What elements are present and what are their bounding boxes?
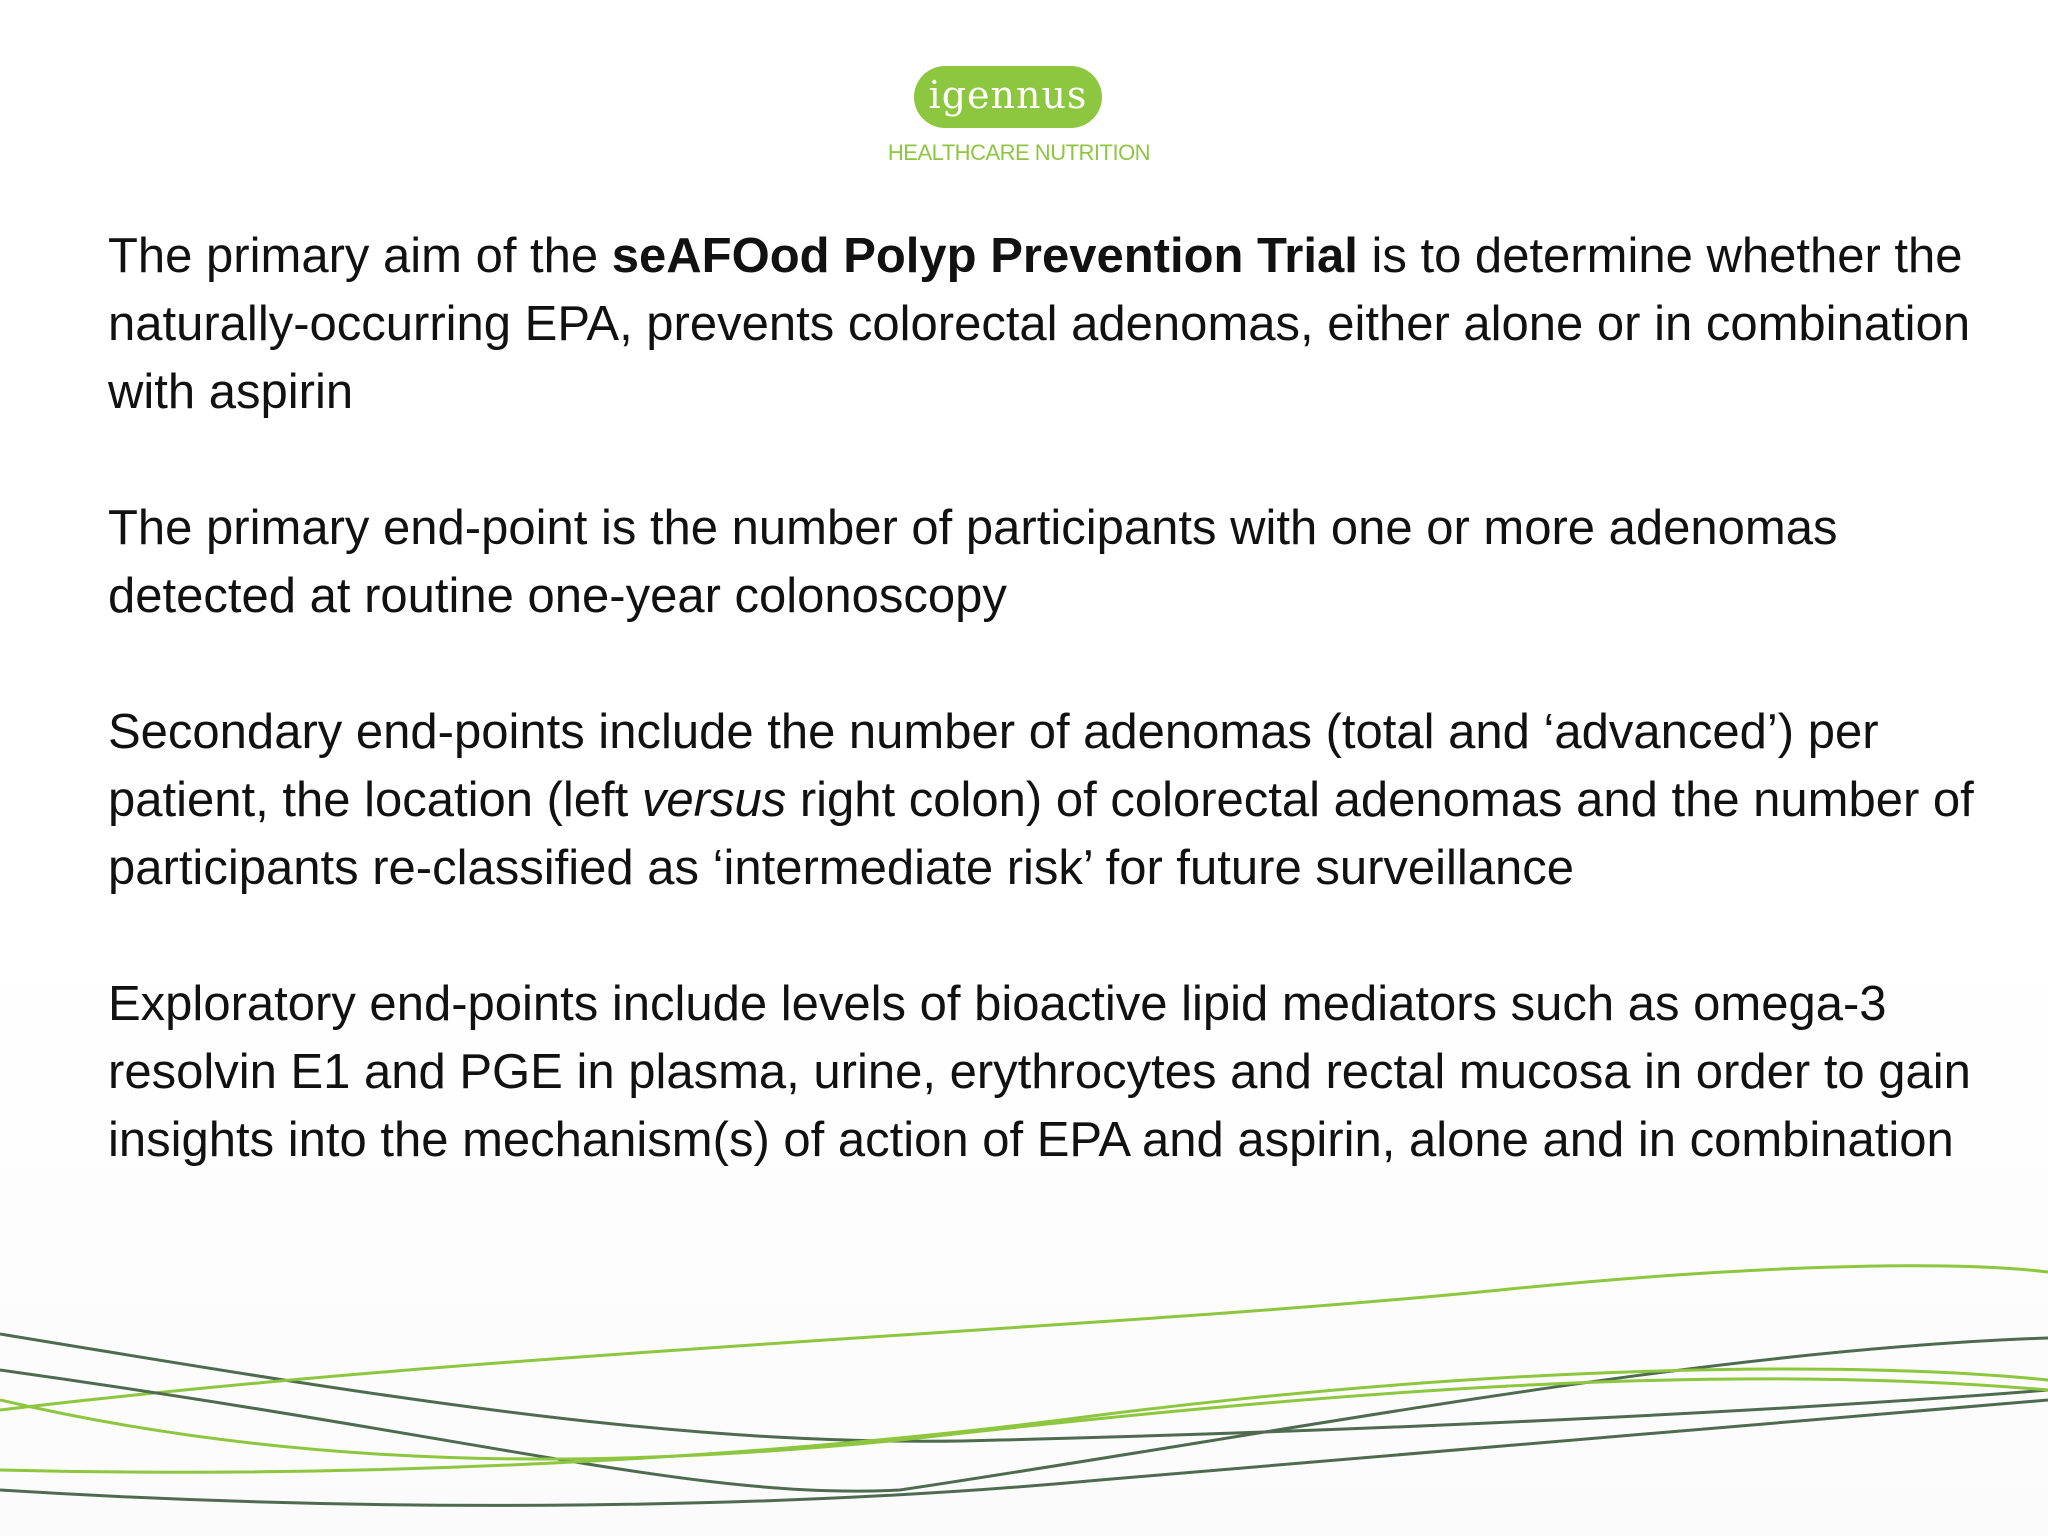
paragraph-primary-endpoint: The primary end-point is the number of participants with one or more adenomas detected at routine one-year colonoscopy <box>108 501 1838 623</box>
logo-tagline: HEALTHCARE NUTRITION <box>887 140 1151 165</box>
logo-pill <box>914 66 1102 128</box>
igennus-logo <box>878 66 1160 166</box>
secondary-italic-versus: versus <box>641 773 787 827</box>
wave-line-green-2 <box>0 1379 2048 1459</box>
secondary-text-end: right colon) of colorectal adenomas and the number of participants re-classified as ‘intermediate risk’ for future surveillance <box>108 773 1974 895</box>
paragraph-exploratory-endpoints: Exploratory end-points include levels of bioactive lipid mediators such as omega-3 resolvin E1 and PGE in plasma, urine, erythrocytes and rectal mucosa in order to gain insights into the mechanism(s) of action of EPA and aspirin, alone and in combination <box>108 977 1971 1167</box>
secondary-text-start: Secondary end-points include the number of adenomas (total and ‘advanced’) per patient, the location (left <box>108 705 1879 827</box>
paragraph-secondary-endpoints <box>108 698 1988 902</box>
paragraph-primary-aim <box>108 222 1988 426</box>
trial-name: seAFOod Polyp Prevention Trial <box>611 229 1358 283</box>
wave-line-green-1 <box>0 1266 2048 1410</box>
wave-line-dark-2 <box>0 1338 2048 1491</box>
slide-body <box>108 222 1988 1242</box>
primary-aim-text-end: is to determine whether the naturally-occurring EPA, prevents colorectal adenomas, either alone or in combination with aspirin <box>108 229 1971 419</box>
primary-aim-text-start: The primary aim of the <box>108 229 612 283</box>
logo-name: igennus <box>928 73 1088 117</box>
decorative-waves <box>0 1240 2048 1536</box>
